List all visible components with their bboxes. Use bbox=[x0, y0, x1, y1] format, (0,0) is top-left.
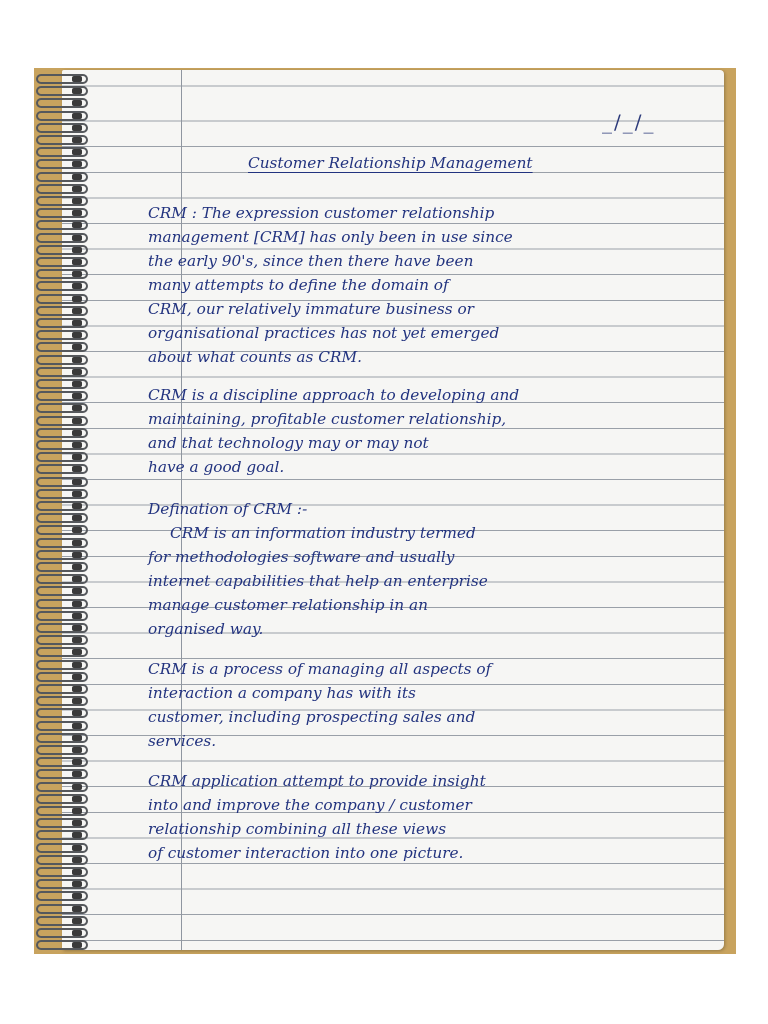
punch-hole bbox=[72, 283, 82, 289]
note-line: for methodologies software and usually bbox=[148, 548, 455, 566]
punch-hole bbox=[72, 320, 82, 326]
punch-hole bbox=[72, 588, 82, 594]
date-mark: _/_/_ bbox=[602, 110, 656, 134]
punch-hole bbox=[72, 832, 82, 838]
page-title: Customer Relationship Management bbox=[248, 154, 533, 172]
punch-hole bbox=[72, 405, 82, 411]
punch-hole bbox=[72, 100, 82, 106]
note-line: maintaining, profitable customer relationship, bbox=[148, 410, 507, 428]
punch-hole bbox=[72, 271, 82, 277]
note-line: into and improve the company / customer bbox=[148, 796, 472, 814]
note-line: many attempts to define the domain of bbox=[148, 276, 449, 294]
punch-hole bbox=[72, 418, 82, 424]
note-line: interaction a company has with its bbox=[148, 684, 416, 702]
punch-hole bbox=[72, 845, 82, 851]
note-line: the early 90's, since then there have been bbox=[148, 252, 474, 270]
punch-hole bbox=[72, 332, 82, 338]
note-line: about what counts as CRM. bbox=[148, 348, 362, 366]
punch-hole bbox=[72, 759, 82, 765]
punch-hole bbox=[72, 235, 82, 241]
note-line: CRM application attempt to provide insight bbox=[148, 772, 486, 790]
note-line: organised way. bbox=[148, 620, 264, 638]
note-line: have a good goal. bbox=[148, 458, 285, 476]
punch-hole bbox=[72, 625, 82, 631]
note-line: management [CRM] has only been in use since bbox=[148, 228, 513, 246]
note-line: CRM is an information industry termed bbox=[170, 524, 476, 542]
punch-hole bbox=[72, 479, 82, 485]
punch-hole bbox=[72, 527, 82, 533]
note-line: CRM : The expression customer relationship bbox=[148, 204, 495, 222]
punch-hole bbox=[72, 344, 82, 350]
punch-hole bbox=[72, 723, 82, 729]
punch-hole bbox=[72, 222, 82, 228]
punch-hole bbox=[72, 442, 82, 448]
punch-hole bbox=[72, 369, 82, 375]
punch-hole bbox=[72, 357, 82, 363]
punch-hole bbox=[72, 747, 82, 753]
note-line: services. bbox=[148, 732, 217, 750]
punch-hole bbox=[72, 906, 82, 912]
punch-hole bbox=[72, 454, 82, 460]
punch-hole bbox=[72, 76, 82, 82]
punch-hole bbox=[72, 125, 82, 131]
punch-hole bbox=[72, 503, 82, 509]
note-line: customer, including prospecting sales and bbox=[148, 708, 476, 726]
punch-hole bbox=[72, 308, 82, 314]
punch-hole bbox=[72, 247, 82, 253]
punch-hole bbox=[72, 698, 82, 704]
punch-hole bbox=[72, 601, 82, 607]
punch-hole bbox=[72, 881, 82, 887]
punch-hole bbox=[72, 893, 82, 899]
punch-hole bbox=[72, 259, 82, 265]
punch-hole bbox=[72, 942, 82, 948]
note-line: CRM is a discipline approach to developing and bbox=[148, 386, 520, 404]
punch-hole bbox=[72, 198, 82, 204]
punch-hole bbox=[72, 174, 82, 180]
note-line: and that technology may or may not bbox=[148, 434, 429, 452]
punch-hole bbox=[72, 613, 82, 619]
punch-hole bbox=[72, 552, 82, 558]
punch-hole bbox=[72, 857, 82, 863]
punch-hole bbox=[72, 149, 82, 155]
note-line: organisational practices has not yet emerged bbox=[148, 324, 500, 342]
punch-hole bbox=[72, 784, 82, 790]
punch-hole bbox=[72, 564, 82, 570]
punch-hole bbox=[72, 649, 82, 655]
note-line: of customer interaction into one picture. bbox=[148, 844, 464, 862]
punch-hole bbox=[72, 466, 82, 472]
punch-hole bbox=[72, 637, 82, 643]
punch-hole bbox=[72, 735, 82, 741]
punch-hole bbox=[72, 296, 82, 302]
punch-hole bbox=[72, 137, 82, 143]
punch-hole bbox=[72, 930, 82, 936]
punch-hole bbox=[72, 430, 82, 436]
note-line: CRM, our relatively immature business or bbox=[148, 300, 474, 318]
punch-hole bbox=[72, 540, 82, 546]
punch-hole bbox=[72, 686, 82, 692]
note-line: CRM is a process of managing all aspects of bbox=[148, 660, 492, 678]
punch-hole bbox=[72, 771, 82, 777]
punch-hole bbox=[72, 674, 82, 680]
punch-hole bbox=[72, 869, 82, 875]
note-line: relationship combining all these views bbox=[148, 820, 447, 838]
section-heading: Defination of CRM :- bbox=[148, 500, 308, 518]
punch-hole bbox=[72, 113, 82, 119]
punch-hole bbox=[72, 820, 82, 826]
punch-hole bbox=[72, 210, 82, 216]
punch-hole bbox=[72, 576, 82, 582]
punch-hole bbox=[72, 662, 82, 668]
note-line: internet capabilities that help an enterprise bbox=[148, 572, 488, 590]
punch-hole bbox=[72, 491, 82, 497]
spiral-binding bbox=[34, 70, 94, 950]
punch-hole bbox=[72, 710, 82, 716]
punch-hole bbox=[72, 186, 82, 192]
punch-hole bbox=[72, 808, 82, 814]
punch-hole bbox=[72, 381, 82, 387]
punch-hole bbox=[72, 393, 82, 399]
note-line: manage customer relationship in an bbox=[148, 596, 428, 614]
punch-hole bbox=[72, 161, 82, 167]
punch-hole bbox=[72, 796, 82, 802]
punch-hole bbox=[72, 918, 82, 924]
punch-hole bbox=[72, 88, 82, 94]
punch-hole bbox=[72, 515, 82, 521]
